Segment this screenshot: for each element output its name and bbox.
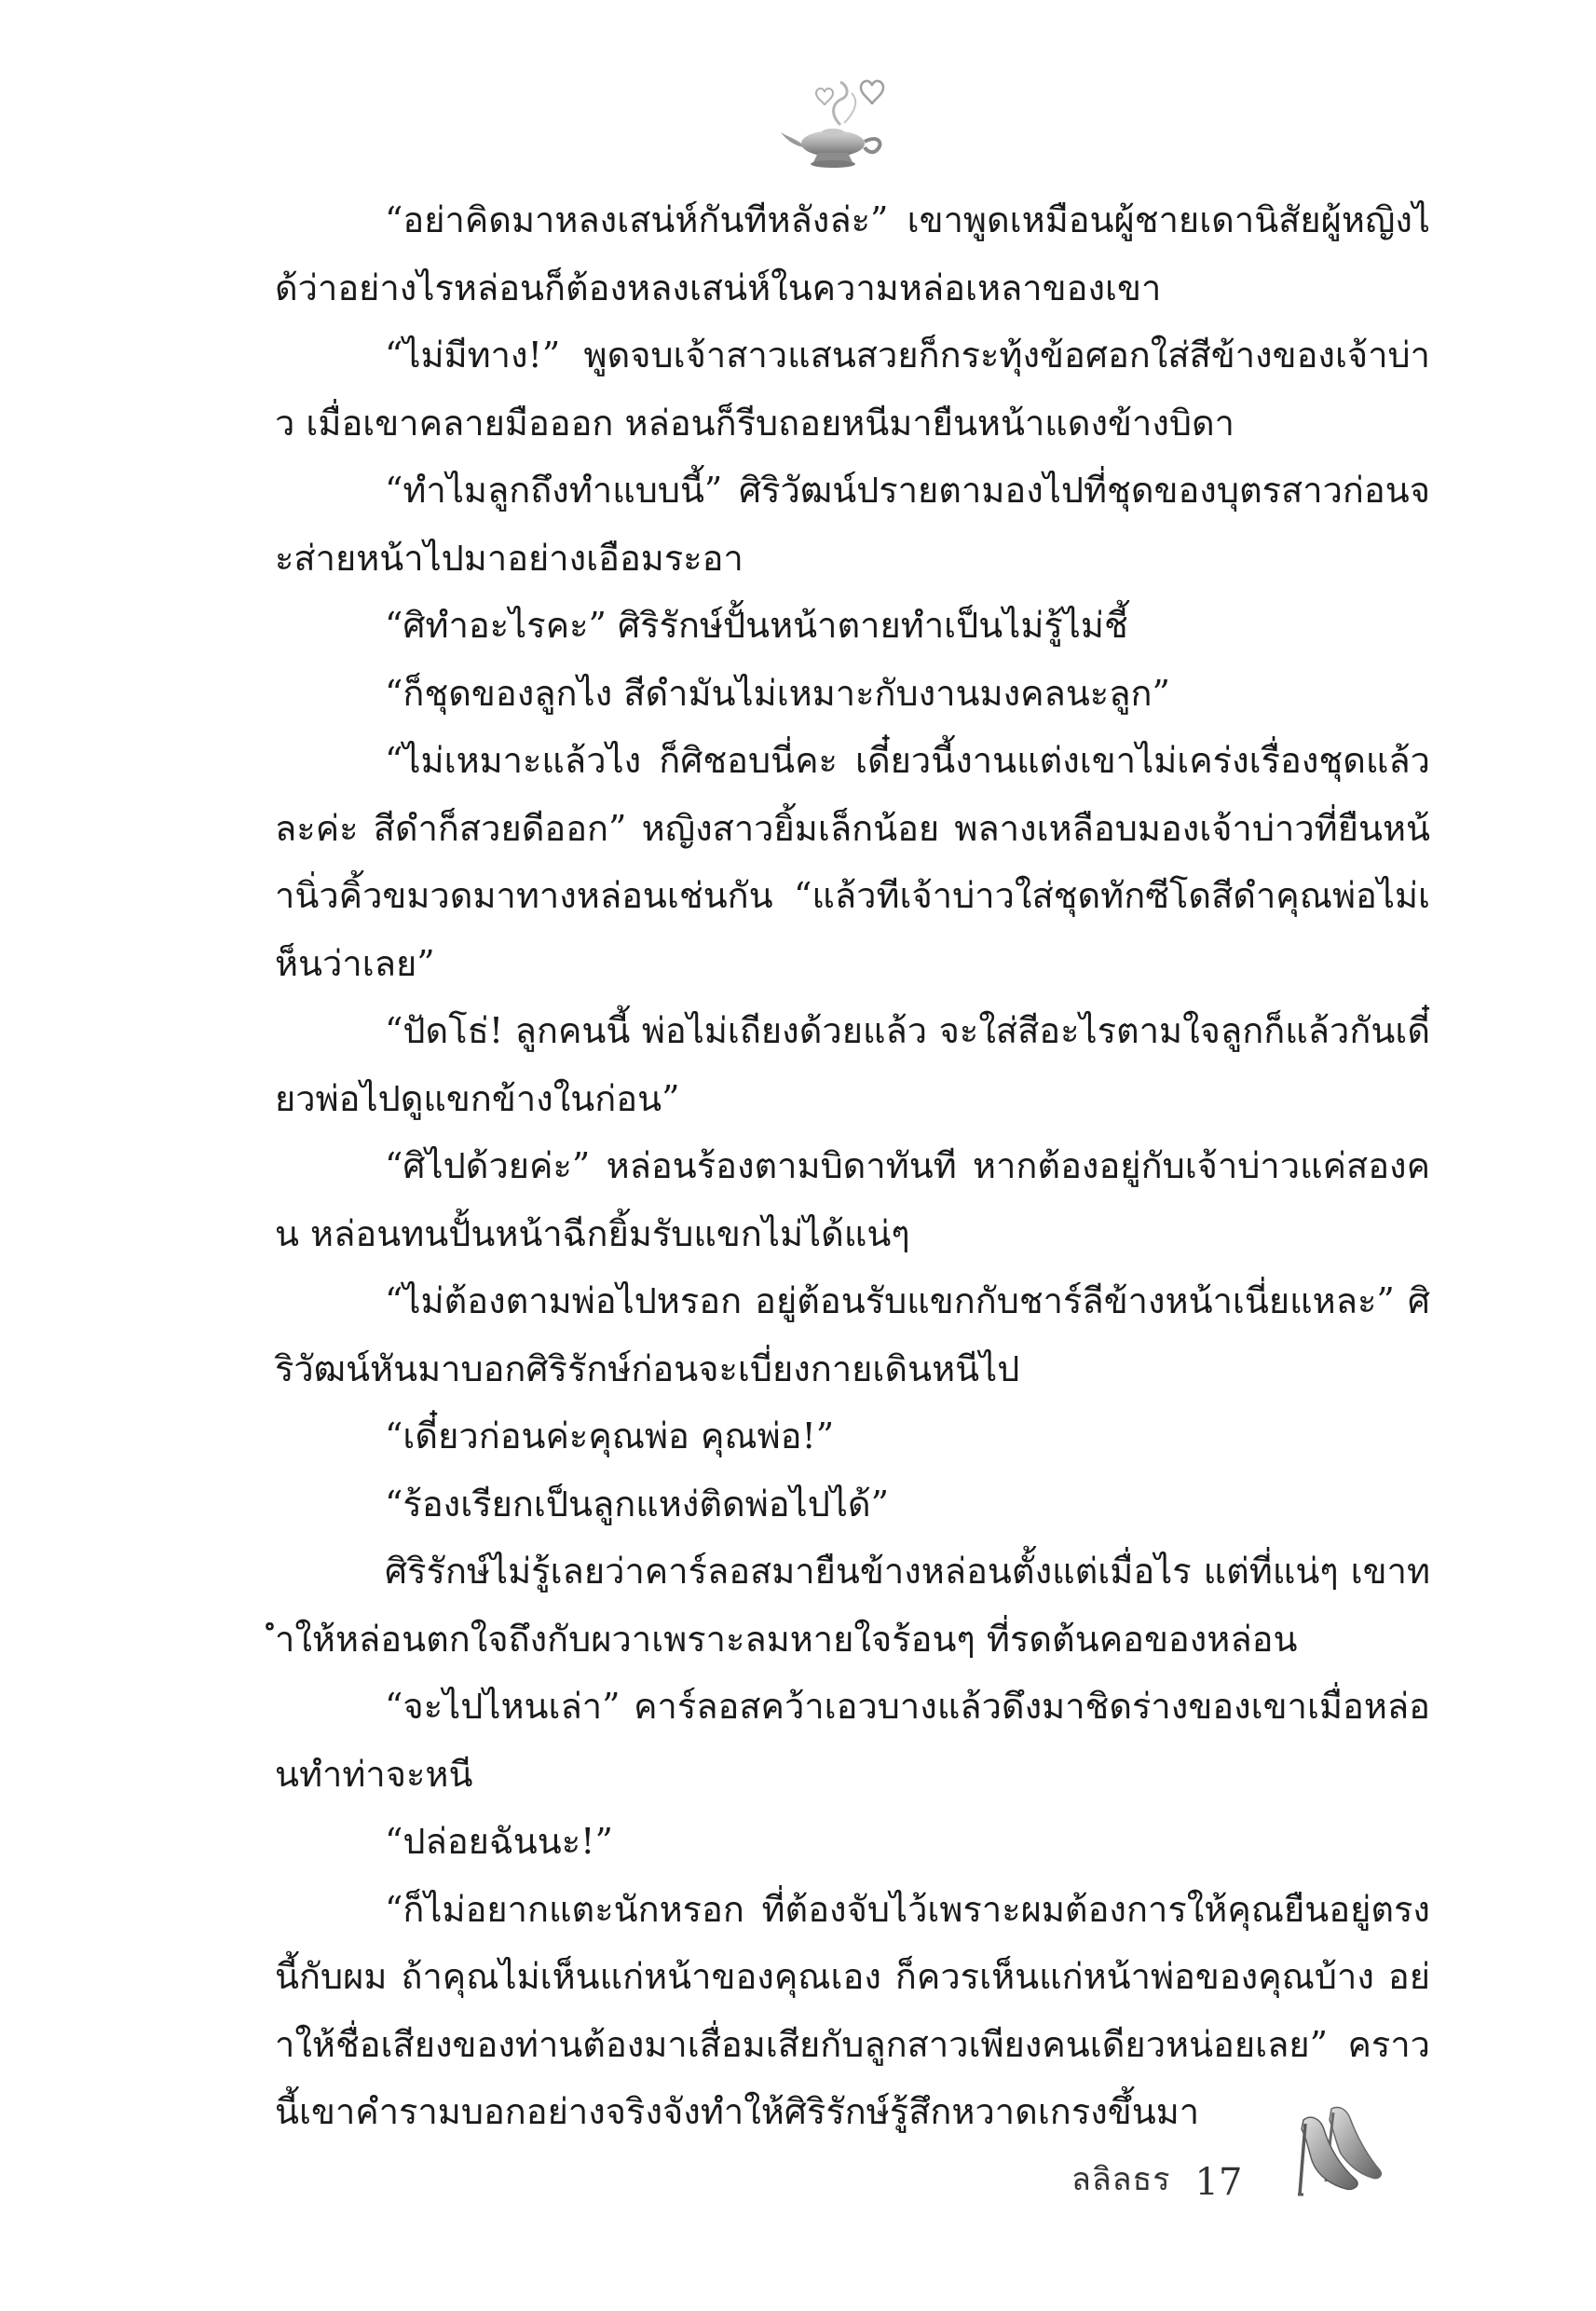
paragraph: “ไม่เหมาะแล้วไง ก็ศิชอบนี่คะ เดี๋ยวนี้งานแต่งเขาไม่เคร่งเรื่องชุดแล้วละค่ะ สีดำก็สวยดีออก” หญิงสาวยิ้มเล็กน้อย พลางเหลือบมองเจ้าบ่าวที่ยืนหน้านิ่วคิ้วขมวดมาทางหล่อนเช่นกัน “แล้วทีเจ้าบ่าวใส่ชุดทักซีโดสีดำคุณพ่อไม่เห็นว่าเลย” (275, 740, 1430, 984)
genie-lamp-icon (775, 67, 906, 179)
paragraph: ศิริรักษ์ไม่รู้เลยว่าคาร์ลอสมายืนข้างหล่อนตั้งแต่เมื่อไร แต่ที่แน่ๆ เขาทำให้หล่อนตกใจถึงกับผวาเพราะลมหายใจร้อนๆ ที่รดต้นคอของหล่อน (275, 1551, 1430, 1660)
paragraph: “เดี๋ยวก่อนค่ะคุณพ่อ คุณพ่อ!” (385, 1415, 835, 1456)
body-text (275, 186, 1430, 2146)
author-name: ลลิลธร (1071, 2161, 1171, 2198)
paragraph: “ปล่อยฉันนะ!” (385, 1821, 613, 1862)
paragraph: “ก็ชุดของลูกไง สีดำมันไม่เหมาะกับงานมงคลนะลูก” (385, 672, 1170, 714)
page-footer (1071, 2092, 1387, 2204)
page-number: 17 (1194, 2161, 1243, 2204)
paragraph: “ก็ไม่อยากแตะนักหรอก ที่ต้องจับไว้เพราะผมต้องการให้คุณยืนอยู่ตรงนี้กับผม ถ้าคุณไม่เห็นแก่หน้าของคุณเอง ก็ควรเห็นแก่หน้าพ่อของคุณบ้าง อย่าให้ชื่อเสียงของท่านต้องมาเสื่อมเสียกับลูกสาวเพียงคนเดียวหน่อยเลย” คราวนี้เขาคำรามบอกอย่างจริงจังทำให้ศิริรักษ์รู้สึกหวาดเกรงขึ้นมา (275, 1888, 1430, 2132)
paragraph: “ศิไปด้วยค่ะ” หล่อนร้องตามบิดาทันที หากต้องอยู่กับเจ้าบ่าวแค่สองคน หล่อนทนปั้นหน้าฉีกยิ้มรับแขกไม่ได้แน่ๆ (275, 1145, 1430, 1254)
paragraph: “ปัดโธ่! ลูกคนนี้ พ่อไม่เถียงด้วยแล้ว จะใส่สีอะไรตามใจลูกก็แล้วกันเดี๋ยวพ่อไปดูแขกข้างในก่อน” (275, 1010, 1430, 1119)
high-heel-shoe-icon (1275, 2092, 1387, 2204)
paragraph: “ไม่ต้องตามพ่อไปหรอก อยู่ต้อนรับแขกกับชาร์ลีข้างหน้าเนี่ยแหละ” ศิริวัฒน์หันมาบอกศิริรักษ์ก่อนจะเบี่ยงกายเดินหนีไป (275, 1280, 1430, 1389)
paragraph: “ไม่มีทาง!” พูดจบเจ้าสาวแสนสวยก็กระทุ้งข้อศอกใส่สีข้างของเจ้าบ่าว เมื่อเขาคลายมือออก หล่อนก็รีบถอยหนีมายืนหน้าแดงข้างบิดา (275, 335, 1430, 444)
paragraph: “ร้องเรียกเป็นลูกแหง่ติดพ่อไปได้” (385, 1483, 890, 1525)
paragraph: “จะไปไหนเล่า” คาร์ลอสคว้าเอวบางแล้วดึงมาชิดร่างของเขาเมื่อหล่อนทำท่าจะหนี (275, 1686, 1430, 1795)
paragraph: “อย่าคิดมาหลงเสน่ห์กันทีหลังล่ะ” เขาพูดเหมือนผู้ชายเดานิสัยผู้หญิงได้ว่าอย่างไรหล่อนก็ต้องหลงเสน่ห์ในความหล่อเหลาของเขา (275, 199, 1430, 308)
paragraph: “ศิทำอะไรคะ” ศิริรักษ์ปั้นหน้าตายทำเป็นไม่รู้ไม่ชี้ (385, 605, 1128, 646)
paragraph: “ทำไมลูกถึงทำแบบนี้” ศิริวัฒน์ปรายตามองไปที่ชุดของบุตรสาวก่อนจะส่ายหน้าไปมาอย่างเอือมระอา (275, 470, 1430, 579)
